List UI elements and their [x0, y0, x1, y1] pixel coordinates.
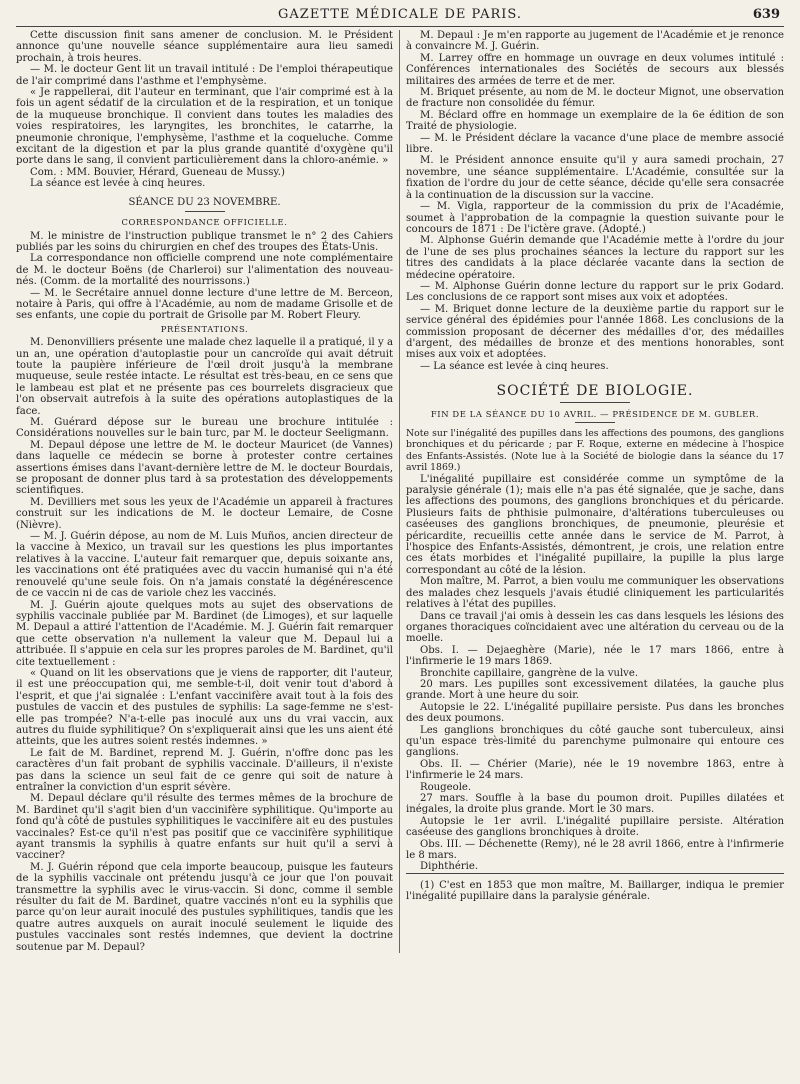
- paragraph: La correspondance non officielle comprend une note complémentaire de M. le docteur Boëns (de Charleroi) sur l'alimentation des nouveau-nés. (Comm. de la mortalité des nourrissons.): [16, 253, 393, 288]
- paragraph: Mon maître, M. Parrot, a bien voulu me communiquer les observations des malades chez lesquels j'avais étudié cliniquement les particularités relatives à l'état des pupilles.: [406, 576, 784, 611]
- paragraph: M. le Président annonce ensuite qu'il y aura samedi prochain, 27 novembre, une séance supplémentaire. L'Académie, consultée sur la fixation de l'ordre du jour de cette séance, décide qu'elle sera consacrée à la continuation de la discussion sur la vaccine.: [406, 155, 784, 201]
- paragraph: Bronchite capillaire, gangrène de la vulve.: [420, 667, 639, 679]
- paragraph: M. Alphonse Guérin demande que l'Académie mette à l'ordre du jour de l'une de ses plus prochaines séances la lecture du rapport sur les titres des candidats à la place déclarée vacante dans la section de médecine opératoire.: [406, 235, 784, 281]
- paragraph: M. Larrey offre en hommage un ouvrage en deux volumes intitulé : Conférences internationales des Sociétés de secours aux blessés militaires des armées de terre et de mer.: [406, 52, 784, 87]
- divider: [575, 422, 615, 423]
- paragraph: M. Depaul dépose une lettre de M. le docteur Mauricet (de Vannes) dans laquelle ce médecin se borne à protester contre certaines assertions émises dans l'avant-dernière lettre de M. le docteur Bourdais, se proposant de donner plus tard à sa protestation des développements scientifiques.: [16, 439, 393, 497]
- journal-title: GAZETTE MÉDICALE DE PARIS.: [278, 7, 522, 22]
- note-title: Note sur l'inégalité des pupilles dans les affections des poumons, des ganglions bronchiques et du péricarde ; par F. Roque, externe en médecine à l'hospice des Enfants-Assistés. (Note lue à la Société de biologie dans la séance du 17 avril 1869.): [406, 428, 784, 474]
- right-column: [400, 30, 784, 953]
- paragraph: — M. le Secrétaire annuel donne lecture d'une lettre de M. Berceon, notaire à Paris, qui offre à l'Académie, au nom de madame Grisolle et de ses enfants, une copie du portrait de Grisolle par M. Robert Fleury.: [16, 287, 393, 322]
- paragraph: Autopsie le 22. L'inégalité pupillaire persiste. Pus dans les bronches des deux poumons.: [406, 701, 784, 725]
- paragraph: « Quand on lit les observations que je viens de rapporter, dit l'auteur, il est une préoccupation qui, me semble-t-il, doit venir tout d'abord à l'esprit, et que j'ai signalée : L'enfant vaccinifère avait tout à la fois des pustules de vaccin et des pustules de syphilis: La sage-femme ne s'est-elle pas trompée? N'a-t-elle pas inoculé aux uns du vrai vaccin, aux autres du fluide syphilitique? On s'expliquerait ainsi que les uns aient été atteints, que les autres soient restés indemnes. »: [16, 667, 393, 748]
- paragraph: Com. : MM. Bouvier, Hérard, Gueneau de Mussy.): [30, 166, 285, 178]
- paragraph: — La séance est levée à cinq heures.: [420, 360, 609, 372]
- paragraph: M. Depaul déclare qu'il résulte des termes mêmes de la brochure de M. Bardinet qu'il s'agit bien d'un vaccinifère syphilitique. Qu'importe au fond qu'à côté de pustules syphilitiques le vaccinifère ait eu des pustules vaccinales? Est-ce qu'il n'est pas positif que ce vaccinifère syphilitique ayant transmis la syphilis à quatre enfants sur huit qu'il a servi à vacciner?: [16, 793, 393, 862]
- paragraph: 27 mars. Souffle à la base du poumon droit. Pupilles dilatées et inégales, la droite plus grande. Mort le 30 mars.: [406, 793, 784, 816]
- paragraph: — M. le docteur Gent lit un travail intitulé : De l'emploi thérapeutique de l'air comprimé dans l'asthme et l'emphysème.: [16, 64, 393, 87]
- paragraph: L'inégalité pupillaire est considérée comme un symptôme de la paralysie générale (1); mais elle n'a pas été signalée, que je sache, dans les affections des poumons, des ganglions bronchiques et du péricarde. Plusieurs faits de phthisie pulmonaire, d'altérations tuberculeuses ou caséeuses des ganglions bronchiques, de pneumonie, pleurésie et péricardite, recueillis cette année dans le service de M. Parrot, à l'hospice des Enfants-Assistés, démontrent, je crois, une relation entre ces états morbides et l'inégalité pupillaire, la pupille la plus large correspondant au côté de la lésion.: [406, 473, 784, 576]
- paragraph: Cette discussion finit sans amener de conclusion. M. le Président annonce qu'une nouvelle séance supplémentaire aura lieu samedi prochain, à trois heures.: [16, 30, 393, 64]
- paragraph: Obs. I. — Dejaeghère (Marie), née le 17 mars 1866, entre à l'infirmerie le 19 mars 1869.: [406, 644, 784, 668]
- paragraph: Les ganglions bronchiques du côté gauche sont tuberculeux, ainsi qu'un espace très-limité du parenchyme pulmonaire qui entoure ces ganglions.: [406, 724, 784, 759]
- columns: [16, 30, 784, 953]
- running-header: [16, 6, 784, 27]
- paragraph: Dans ce travail j'ai omis à dessein les cas dans lesquels les lésions des organes thoraciques coïncidaient avec une altération du cerveau ou de la moelle.: [406, 610, 784, 645]
- paragraph: — M. Alphonse Guérin donne lecture du rapport sur le prix Godard. Les conclusions de ce rapport sont mises aux voix et adoptées.: [406, 280, 784, 304]
- paragraph: M. J. Guérin ajoute quelques mots au sujet des observations de syphilis vaccinale publiée par M. Bardinet (de Limoges), et sur laquelle M. Depaul a attiré l'attention de l'Académie. M. J. Guérin fait remarquer que cette observation n'a nullement la valeur que M. Depaul lui a attribuée. Il s'appuie en cela sur les propres paroles de M. Bardinet, qu'il cite textuellement :: [16, 599, 393, 668]
- paragraph: La séance est levée à cinq heures.: [30, 178, 206, 190]
- footnote: (1) C'est en 1853 que mon maître, M. Baillarger, indiqua le premier l'inégalité pupillaire dans la paralysie générale.: [406, 873, 784, 903]
- paragraph: Autopsie le 1er avril. L'inégalité pupillaire persiste. Altération caséeuse des ganglions bronchiques à droite.: [406, 815, 784, 839]
- session-heading: FIN DE LA SÉANCE DU 10 AVRIL. — PRÉSIDENCE DE M. GUBLER.: [430, 408, 760, 419]
- paragraph: Le fait de M. Bardinet, reprend M. J. Guérin, n'offre donc pas les caractères d'un fait probant de syphilis vaccinale. D'ailleurs, il n'existe pas dans la science un seul fait de ce genre qui soit de nature à entraîner la conviction d'un esprit sévère.: [16, 747, 393, 793]
- left-column: [16, 30, 400, 953]
- paragraph: M. Devilliers met sous les yeux de l'Académie un appareil à fractures construit sur les indications de M. le docteur Lemaire, de Cosne (Nièvre).: [16, 496, 393, 531]
- divider: [560, 402, 630, 403]
- subsection-heading: PRÉSENTATIONS.: [160, 323, 249, 334]
- paragraph: — M. Briquet donne lecture de la deuxième partie du rapport sur le service général des épidémies pour l'année 1868. Les conclusions de la commission proposant de décerner des médailles d'or, des médailles d'argent, des médailles de bronze et des mentions honorables, sont mises aux voix et adoptées.: [406, 303, 784, 361]
- paragraph: — M. Vigla, rapporteur de la commission du prix de l'Académie, soumet à l'approbation de la compagnie la question suivante pour le concours de 1871 : De l'ictère grave. (Adopté.): [406, 201, 784, 235]
- paragraph: « Je rappellerai, dit l'auteur en terminant, que l'air comprimé est à la fois un agent sédatif de la circulation et de la respiration, et un tonique de la muqueuse bronchique. Il convient dans toutes les maladies des voies respiratoires, les laryngites, les bronchites, le catarrhe, la pneumonie chronique, l'emphysème, l'asthme et la coqueluche. Comme excitant de la digestion et par la plus grande quantité d'oxygène qu'il porte dans le sang, il convient particulièrement dans la chloro-anémie. »: [16, 87, 393, 167]
- paragraph: M. J. Guérin répond que cela importe beaucoup, puisque les fauteurs de la syphilis vaccinale ont prétendu jusqu'à ce jour que l'on pouvait transmettre la syphilis avec le virus-vaccin. Si donc, comme il semble résulter du fait de M. Bardinet, quatre vaccinés n'ont eu la syphilis que parce qu'on leur aurait inoculé des pustules syphilitiques, tandis que les quatre autres auxquels on aurait inoculé seulement le liquide des pustules vaccinales sont restés indemnes, que devient la doctrine soutenue par M. Depaul?: [16, 861, 393, 953]
- paragraph: Rougeole.: [420, 781, 472, 793]
- subsection-heading: CORRESPONDANCE OFFICIELLE.: [121, 217, 288, 228]
- divider: [185, 211, 225, 212]
- paragraph: M. Depaul : Je m'en rapporte au jugement de l'Académie et je renonce à convaincre M. J. Guérin.: [406, 30, 784, 53]
- paragraph: M. le ministre de l'instruction publique transmet le n° 2 des Cahiers publiés par les soins du chirurgien en chef des troupes des États-Unis.: [16, 230, 393, 253]
- paragraph: Obs. II. — Chérier (Marie), née le 19 novembre 1863, entre à l'infirmerie le 24 mars.: [406, 758, 784, 782]
- paragraph: M. Briquet présente, au nom de M. le docteur Mignot, une observation de fracture non consolidée du fémur.: [406, 87, 784, 110]
- paragraph: — M. le Président déclare la vacance d'une place de membre associé libre.: [406, 132, 784, 156]
- paragraph: M. Béclard offre en hommage un exemplaire de la 6e édition de son Traité de physiologie.: [406, 109, 784, 133]
- section-heading: SÉANCE DU 23 NOVEMBRE.: [128, 196, 281, 208]
- paragraph: M. Denonvilliers présente une malade chez laquelle il a pratiqué, il y a un an, une opération d'autoplastie pour un cancroïde qui avait détruit toute la paupière inférieure de l'œil droit jusqu'à la membrane muqueuse, seule restée intacte. Le résultat est très-beau, en ce sens que le lambeau est plat et ne présente pas ces bourrelets disgracieux que l'on observait autrefois à la suite des opérations autoplastiques de la face.: [16, 337, 393, 417]
- paragraph: Diphthérie.: [420, 861, 479, 873]
- paragraph: M. Guérard dépose sur le bureau une brochure intitulée : Considérations nouvelles sur le bain turc, par M. le docteur Seeligmann.: [16, 417, 393, 440]
- paragraph: Obs. III. — Déchenette (Remy), né le 28 avril 1866, entre à l'infirmerie le 8 mars.: [406, 838, 784, 862]
- paragraph: 20 mars. Les pupilles sont excessivement dilatées, la gauche plus grande. Mort à une heure du soir.: [406, 678, 784, 702]
- page-number: 639: [752, 7, 780, 22]
- society-heading: SOCIÉTÉ DE BIOLOGIE.: [496, 383, 694, 400]
- paragraph: — M. J. Guérin dépose, au nom de M. Luis Muños, ancien directeur de la vaccine à Mexico, un travail sur les questions les plus importantes relatives à la vaccine. L'auteur fait remarquer que, depuis soixante ans, les vaccinations ont été pratiquées avec du vaccin humanisé qui n'a été renouvelé qu'une seule fois. On n'a jamais constaté la dégénérescence de ce vaccin ni de cas de variole chez les vaccinés.: [16, 531, 393, 600]
